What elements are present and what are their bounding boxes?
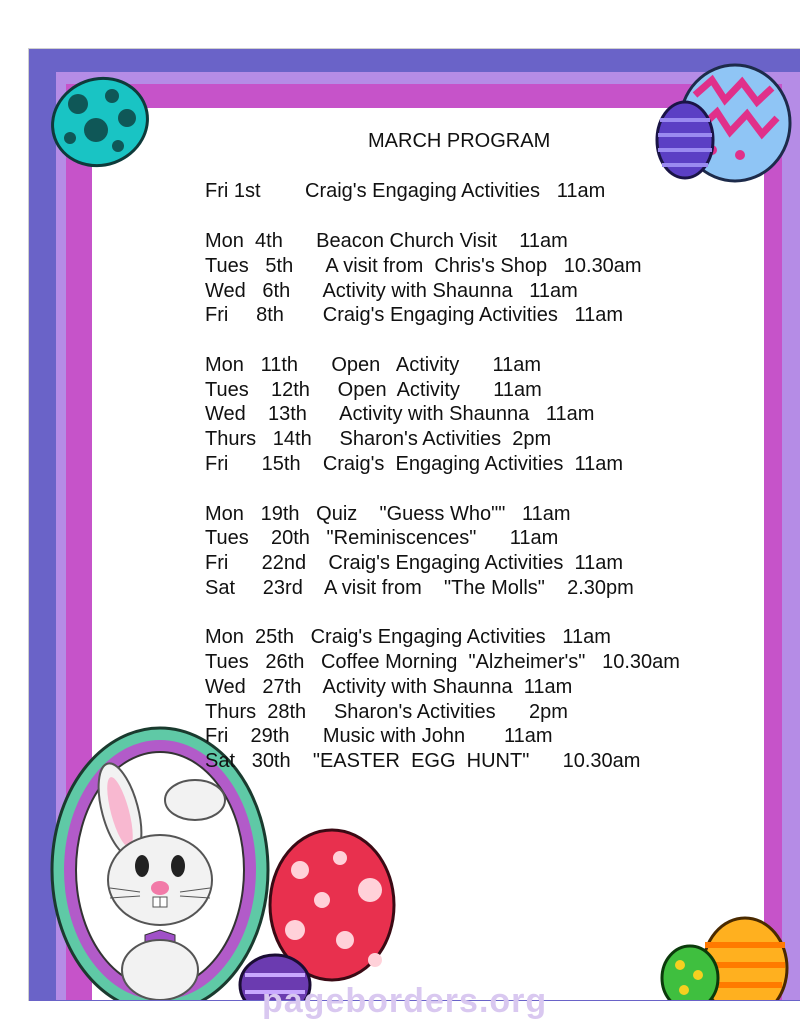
schedule-line: Sat 23rd A visit from "The Molls" 2.30pm — [205, 577, 634, 599]
schedule-line: Fri 8th Craig's Engaging Activities 11am — [205, 304, 624, 326]
schedule-line: Mon 19th Quiz "Guess Who"" 11am — [205, 503, 571, 525]
schedule-line: Wed 27th Activity with Shaunna 11am — [205, 676, 573, 698]
teal-spotted-egg-icon — [40, 65, 160, 179]
page-title: MARCH PROGRAM — [368, 130, 551, 152]
schedule-line: Fri 15th Craig's Engaging Activities 11am — [205, 453, 624, 475]
schedule-line: Thurs 28th Sharon's Activities 2pm — [205, 701, 568, 723]
watermark: pageborders.org — [262, 982, 548, 1020]
schedule-line: Tues 5th A visit from Chris's Shop 10.30am — [205, 255, 642, 277]
schedule-line: Thurs 14th Sharon's Activities 2pm — [205, 428, 552, 450]
schedule-line: Fri 29th Music with John 11am — [205, 725, 553, 747]
schedule-line: Wed 13th Activity with Shaunna 11am — [205, 403, 595, 425]
schedule-line: Fri 1st Craig's Engaging Activities 11am — [205, 180, 606, 202]
schedule-line: Sat 30th "EASTER EGG HUNT" 10.30am — [205, 750, 641, 772]
schedule-line: Wed 6th Activity with Shaunna 11am — [205, 280, 578, 302]
green-spotted-egg-icon — [662, 946, 718, 1000]
schedule-line: Mon 25th Craig's Engaging Activities 11am — [205, 626, 611, 648]
schedule-line: Fri 22nd Craig's Engaging Activities 11am — [205, 552, 624, 574]
schedule-line: Mon 11th Open Activity 11am — [205, 354, 542, 376]
schedule-line: Tues 20th "Reminiscences" 11am — [205, 527, 559, 549]
schedule-line: Tues 26th Coffee Morning "Alzheimer's" 10.30am — [205, 651, 680, 673]
schedule-line: Tues 12th Open Activity 11am — [205, 379, 542, 401]
schedule-line: Mon 4th Beacon Church Visit 11am — [205, 230, 568, 252]
purple-striped-egg-icon — [657, 102, 713, 178]
